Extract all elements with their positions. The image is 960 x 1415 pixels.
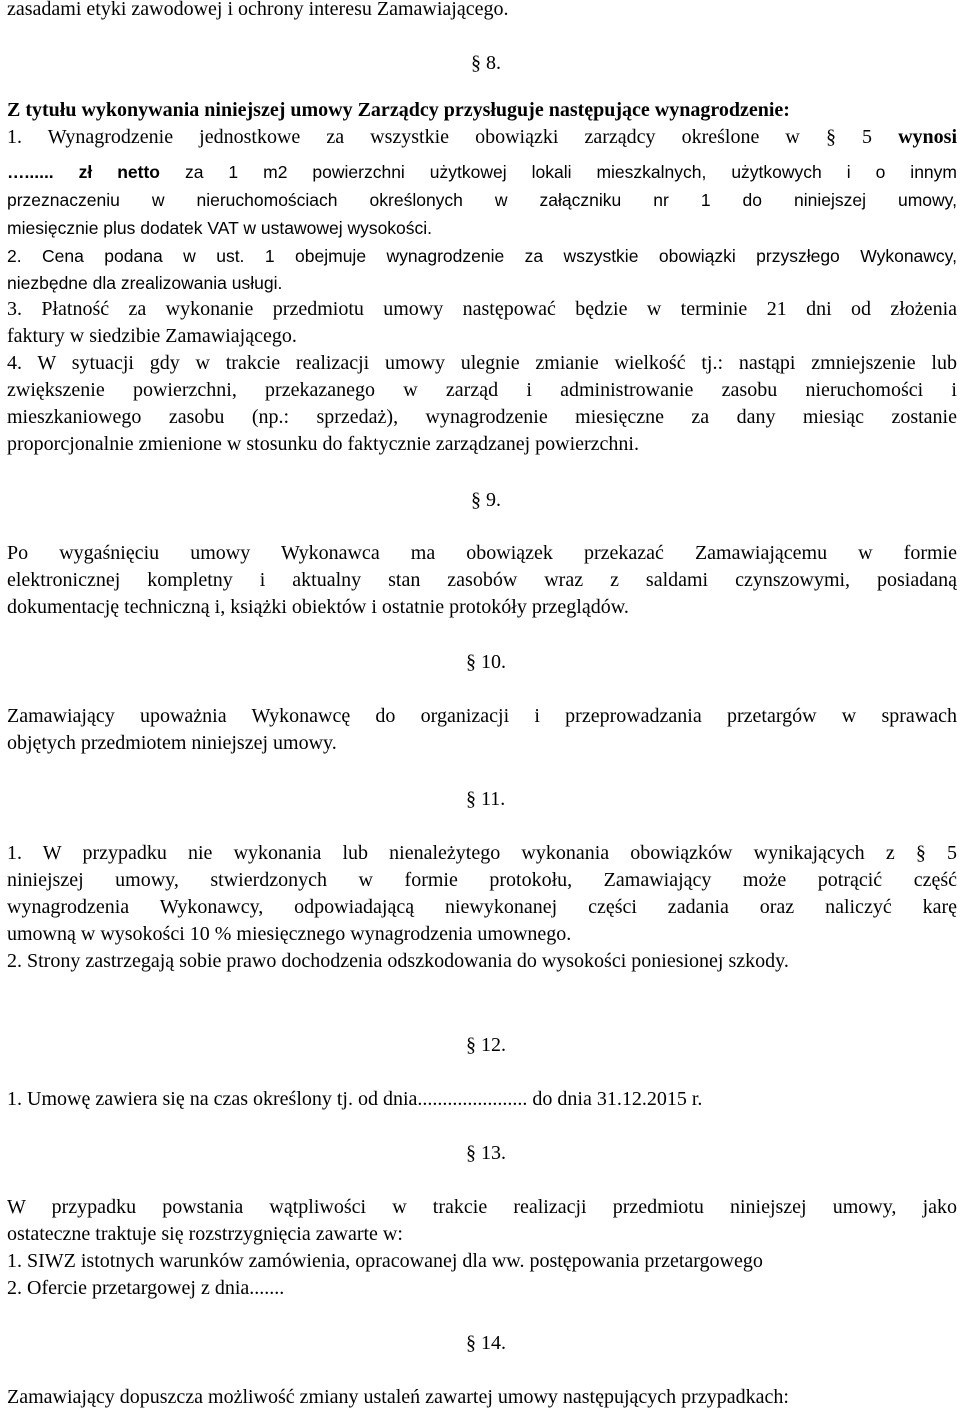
section-8-intro: Z tytułu wykonywania niniejszej umowy Zarządcy przysługuje następujące wynagrodzenie:	[7, 99, 790, 121]
section-11-line3: wynagrodzenia Wykonawcy, odpowiadającą niewykonanej części zadania oraz naliczyć karę	[7, 896, 957, 918]
section-8-p1-amount: …...... zł netto	[7, 162, 160, 182]
section-8-p4-line3-a: mieszkaniowego zasobu (np.	[7, 406, 284, 428]
section-8-p4-line3-b: : sprzedaż), wynagrodzenie miesięczne za dany miesiąc zostanie	[283, 406, 957, 428]
section-8-p1-line2-text: za 1 m2 powierzchni użytkowej lokali mieszkalnych, użytkowych i o innym	[160, 162, 957, 182]
section-14-line1: Zamawiający dopuszcza możliwość zmiany ustaleń zawartej umowy następujących przypadkach:	[7, 1386, 789, 1408]
section-8-p1-line3: przeznaczeniu w nieruchomościach określonych w załączniku nr 1 do niniejszej umowy,	[7, 190, 957, 210]
section-8-p4-line2: zwiększenie powierzchni, przekazanego w zarząd i administrowanie zasobu nieruchomości i	[7, 379, 957, 401]
section-13-line1: W przypadku powstania wątpliwości w trakcie realizacji przedmiotu niniejszej umowy, jako	[7, 1196, 957, 1218]
section-9-heading: § 9.	[471, 489, 501, 511]
section-11-heading: § 11.	[466, 788, 506, 810]
section-8-p4-line1	[7, 350, 957, 377]
section-8-p1-line1-bold: wynosi	[898, 126, 957, 148]
section-13-line3: 1. SIWZ istotnych warunków zamówienia, opracowanej dla ww. postępowania przetargowego	[7, 1250, 763, 1272]
section-8-p2-line2: niezbędne dla zrealizowania usługi.	[7, 273, 283, 293]
section-9-line3: dokumentację techniczną i, książki obiektów i ostatnie protokóły przeglądów.	[7, 596, 629, 618]
section-8-p4-line1-b: : nastąpi zmniejszenie lub	[717, 352, 957, 374]
section-9-line1: Po wygaśnięciu umowy Wykonawca ma obowiązek przekazać Zamawiającemu w formie	[7, 542, 957, 564]
section-8-p3-line2: faktury w siedzibie Zamawiającego.	[7, 325, 297, 347]
section-8-p3-line1: 3. Płatność za wykonanie przedmiotu umowy następować będzie w terminie 21 dni od złożenia	[7, 298, 957, 320]
section-10-heading: § 10.	[466, 651, 506, 673]
section-10-line1: Zamawiający upoważnia Wykonawcę do organizacji i przeprowadzania przetargów w sprawach	[7, 705, 957, 727]
section-11-line5: 2. Strony zastrzegają sobie prawo dochodzenia odszkodowania do wysokości poniesionej szkody.	[7, 950, 789, 972]
section-8-p4-line1-a: 4. W sytuacji gdy w trakcie realizacji umowy ulegnie zmianie wielkość tj.	[7, 352, 718, 374]
section-14-heading: § 14.	[466, 1332, 506, 1354]
section-8-p1-line1-text: 1. Wynagrodzenie jednostkowe za wszystkie obowiązki zarządcy określone w § 5	[7, 126, 899, 148]
section-10-line2: objętych przedmiotem niniejszej umowy.	[7, 732, 337, 754]
section-8-p1-line1	[7, 124, 957, 151]
section-8-p4-line4: proporcjonalnie zmienione w stosunku do faktycznie zarządzanej powierzchni.	[7, 433, 639, 455]
section-13-heading: § 13.	[466, 1142, 506, 1164]
section-8-heading: § 8.	[471, 52, 501, 74]
section-8-p2-line1	[7, 243, 957, 270]
section-8-p1-line4: miesięcznie plus dodatek VAT w ustawowej wysokości.	[7, 218, 433, 238]
section-12-line1: 1. Umowę zawiera się na czas określony tj. od dnia...................... do dnia 31.12.2015 r.	[7, 1088, 703, 1110]
section-11-line4: umowną w wysokości 10 % miesięcznego wynagrodzenia umownego.	[7, 923, 572, 945]
section-11-line2: niniejszej umowy, stwierdzonych w formie protokołu, Zamawiający może potrącić część	[7, 869, 957, 891]
section-13-line2: ostateczne traktuje się rozstrzygnięcia zawarte w:	[7, 1223, 403, 1245]
section-8-p4-line3	[7, 404, 957, 431]
section-8-p1-line2	[7, 159, 957, 186]
section-11-line1: 1. W przypadku nie wykonania lub nienależytego wykonania obowiązków wynikających z § 5	[7, 842, 957, 864]
section-12-heading: § 12.	[466, 1034, 506, 1056]
section-9-line2: elektronicznej kompletny i aktualny stan zasobów wraz z saldami czynszowymi, posiadaną	[7, 569, 957, 591]
section-13-line4: 2. Ofercie przetargowej z dnia.......	[7, 1277, 285, 1299]
section-8-p2-line1-a: 2. Cena podana w ust.	[7, 246, 245, 266]
intro-line: zasadami etyki zawodowej i ochrony interesu Zamawiającego.	[7, 0, 509, 20]
section-8-p2-line1-b: 1 obejmuje wynagrodzenie za wszystkie obowiązki przyszłego Wykonawcy,	[244, 246, 957, 266]
